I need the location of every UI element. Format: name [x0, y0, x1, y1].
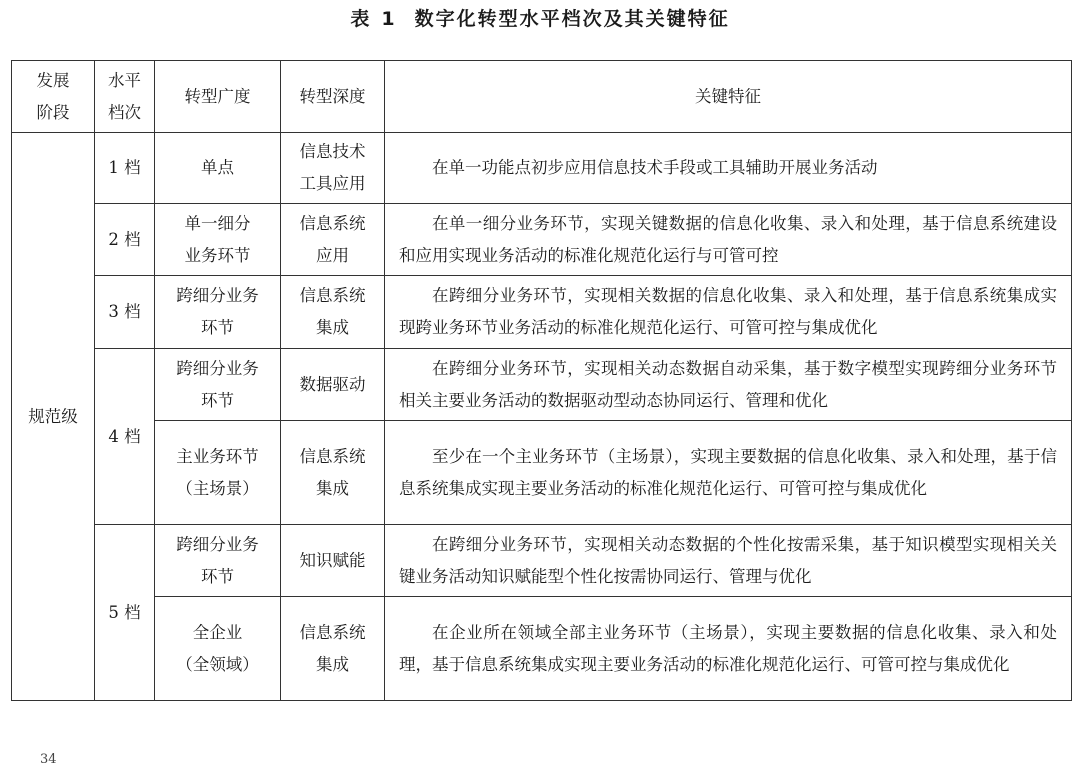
caption-title: 数字化转型水平档次及其关键特征 — [414, 8, 730, 30]
stage-cell: 规范级 — [12, 133, 95, 701]
depth-cell: 信息系统 集成 — [281, 421, 385, 525]
depth-cell: 知识赋能 — [281, 525, 385, 597]
feature-cell: 在企业所在领域全部主业务环节（主场景），实现主要数据的信息化收集、录入和处理，基于信息系统集成实现主要业务活动的标准化规范化运行、可管可控与集成优化 — [385, 597, 1072, 701]
table-row — [12, 204, 1072, 276]
breadth-cell: 跨细分业务 环节 — [155, 349, 281, 421]
feature-cell: 在单一细分业务环节，实现关键数据的信息化收集、录入和处理，基于信息系统建设和应用实现业务活动的标准化规范化运行与可管可控 — [385, 204, 1072, 276]
breadth-cell: 全企业 （全领域） — [155, 597, 281, 701]
table-row — [12, 421, 1072, 525]
table-row — [12, 133, 1072, 204]
level-cell: 4 档 — [95, 349, 155, 525]
header-row — [12, 61, 1072, 133]
depth-cell: 信息系统 集成 — [281, 276, 385, 349]
level-cell: 2 档 — [95, 204, 155, 276]
caption-number: 1 — [381, 8, 397, 30]
breadth-cell: 跨细分业务 环节 — [155, 276, 281, 349]
feature-cell: 在跨细分业务环节，实现相关动态数据的个性化按需采集，基于知识模型实现相关关键业务活动知识赋能型个性化按需协同运行、管理与优化 — [385, 525, 1072, 597]
breadth-cell: 跨细分业务 环节 — [155, 525, 281, 597]
page-number: 34 — [40, 752, 57, 767]
table-row — [12, 597, 1072, 701]
header-feature: 关键特征 — [385, 61, 1072, 133]
depth-cell: 信息系统 集成 — [281, 597, 385, 701]
level-cell: 1 档 — [95, 133, 155, 204]
levels-table — [11, 60, 1072, 701]
level-cell: 5 档 — [95, 525, 155, 701]
header-level: 水平 档次 — [95, 61, 155, 133]
header-depth: 转型深度 — [281, 61, 385, 133]
caption-prefix: 表 — [350, 8, 372, 30]
header-stage: 发展 阶段 — [12, 61, 95, 133]
level-cell: 3 档 — [95, 276, 155, 349]
breadth-cell: 主业务环节 （主场景） — [155, 421, 281, 525]
feature-cell: 在单一功能点初步应用信息技术手段或工具辅助开展业务活动 — [385, 133, 1072, 204]
feature-cell: 至少在一个主业务环节（主场景），实现主要数据的信息化收集、录入和处理，基于信息系统集成实现主要业务活动的标准化规范化运行、可管可控与集成优化 — [385, 421, 1072, 525]
table-caption — [0, 4, 1080, 31]
table-row — [12, 276, 1072, 349]
breadth-cell: 单一细分 业务环节 — [155, 204, 281, 276]
feature-cell: 在跨细分业务环节，实现相关数据的信息化收集、录入和处理，基于信息系统集成实现跨业务环节业务活动的标准化规范化运行、可管可控与集成优化 — [385, 276, 1072, 349]
feature-cell: 在跨细分业务环节，实现相关动态数据自动采集，基于数字模型实现跨细分业务环节相关主要业务活动的数据驱动型动态协同运行、管理和优化 — [385, 349, 1072, 421]
table-row — [12, 525, 1072, 597]
depth-cell: 数据驱动 — [281, 349, 385, 421]
depth-cell: 信息系统 应用 — [281, 204, 385, 276]
header-breadth: 转型广度 — [155, 61, 281, 133]
breadth-cell: 单点 — [155, 133, 281, 204]
table-row — [12, 349, 1072, 421]
depth-cell: 信息技术 工具应用 — [281, 133, 385, 204]
